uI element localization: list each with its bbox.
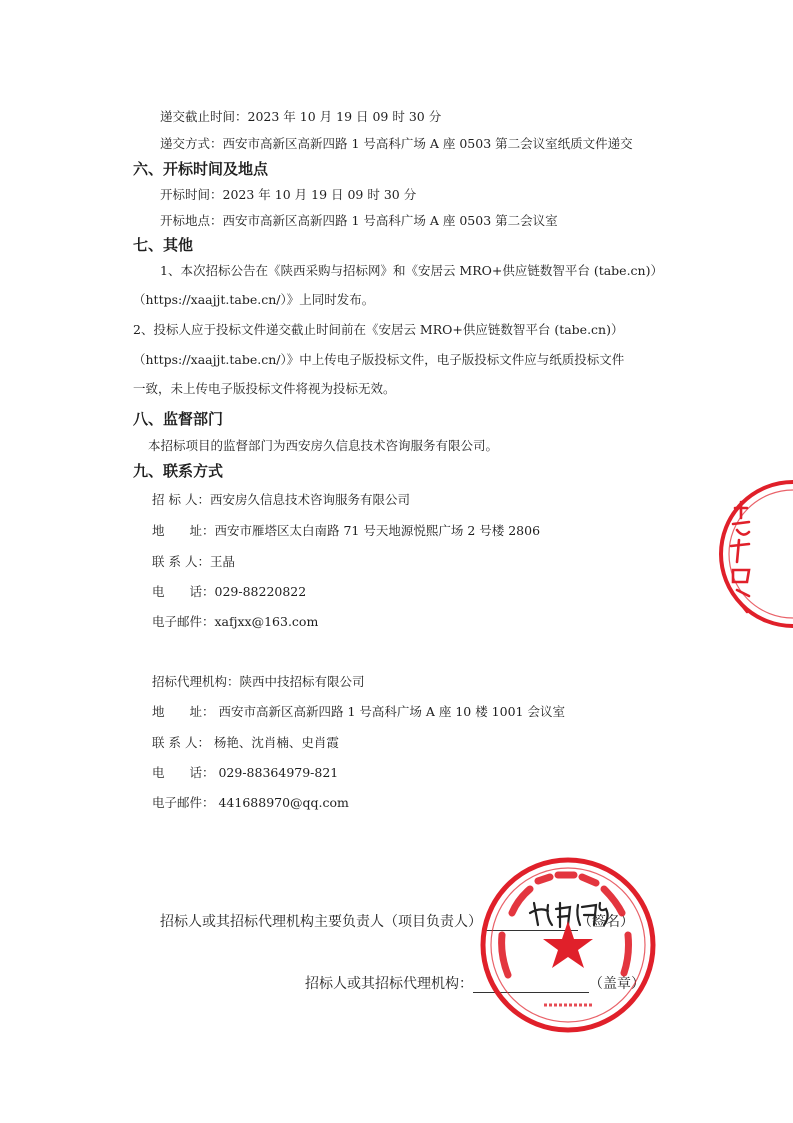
agency-phone: 电 话： 029-88364979-821 bbox=[152, 765, 339, 780]
signature-suffix: （签名） bbox=[578, 914, 634, 930]
opening-time: 开标时间：2023 年 10 月 19 日 09 时 30 分 bbox=[160, 187, 417, 202]
company-seal bbox=[478, 855, 658, 1035]
agency-contact-person: 联 系 人： 杨艳、沈肖楠、史肖霞 bbox=[152, 735, 339, 750]
other-item2-line1: 2、投标人应于投标文件递交截止时间前在《安居云 MRO+供应链数智平台 (tabe.cn)） bbox=[133, 322, 624, 337]
tenderer-address: 地 址：西安市雁塔区太白南路 71 号天地源悦熙广场 2 号楼 2806 bbox=[152, 523, 541, 538]
supervision-text: 本招标项目的监督部门为西安房久信息技术咨询服务有限公司。 bbox=[148, 438, 499, 453]
tenderer-email: 电子邮件：xafjxx@163.com bbox=[152, 614, 319, 629]
submission-method: 递交方式：西安市高新区高新四路 1 号高科广场 A 座 0503 第二会议室纸质文件递交 bbox=[160, 136, 633, 151]
submission-deadline: 递交截止时间：2023 年 10 月 19 日 09 时 30 分 bbox=[160, 109, 442, 124]
agency-email: 电子邮件： 441688970@qq.com bbox=[152, 795, 349, 810]
stamp-label: 招标人或其招标代理机构： bbox=[305, 976, 473, 992]
agency-address: 地 址： 西安市高新区高新四路 1 号高科广场 A 座 10 楼 1001 会议室 bbox=[152, 704, 565, 719]
other-item1-line1: 1、本次招标公告在《陕西采购与招标网》和《安居云 MRO+供应链数智平台 (tabe.cn)） bbox=[160, 263, 663, 278]
other-heading: 七、其他 bbox=[133, 236, 194, 254]
tenderer-name: 招 标 人：西安房久信息技术咨询服务有限公司 bbox=[152, 492, 410, 507]
tenderer-contact-person: 联 系 人：王晶 bbox=[152, 554, 235, 569]
agency-name: 招标代理机构：陕西中技招标有限公司 bbox=[152, 674, 365, 689]
contact-heading: 九、联系方式 bbox=[133, 462, 224, 480]
other-item2-line3: 一致，未上传电子版投标文件将视为投标无效。 bbox=[133, 381, 396, 396]
tenderer-phone: 电 话：029-88220822 bbox=[152, 584, 307, 599]
partial-company-seal bbox=[715, 478, 793, 630]
other-item2-line2: （https://xaajjt.tabe.cn/）》中上传电子版投标文件，电子版投标文件应与纸质投标文件 bbox=[133, 352, 625, 367]
other-item1-line2: （https://xaajjt.tabe.cn/）》上同时发布。 bbox=[133, 292, 375, 307]
signature-label: 招标人或其招标代理机构主要负责人（项目负责人） bbox=[160, 914, 482, 930]
opening-place: 开标地点：西安市高新区高新四路 1 号高科广场 A 座 0503 第二会议室 bbox=[160, 213, 558, 228]
stamp-suffix: （盖章） bbox=[589, 976, 645, 992]
supervision-heading: 八、监督部门 bbox=[133, 410, 224, 428]
opening-heading: 六、开标时间及地点 bbox=[133, 160, 269, 178]
